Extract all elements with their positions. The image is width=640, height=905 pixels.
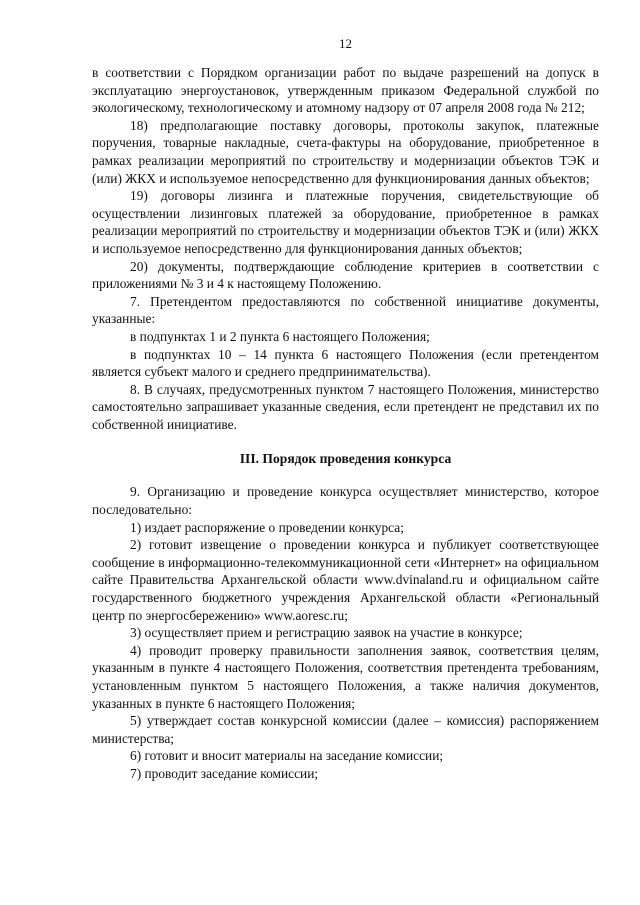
- paragraph-clause-9-item-6: 6) готовит и вносит материалы на заседание комиссии;: [130, 748, 444, 764]
- paragraph-continuation: в соответствии с Порядком организации работ по выдаче разрешений на допуск в эксплуатацию энергоустановок, утвержденным приказом Федеральной службой по экологическому, технологическому и атомному надзору от 07 апреля 2008 года № 212;: [92, 65, 599, 116]
- page-number: 12: [339, 36, 352, 51]
- paragraph-clause-7-sub-2: в подпунктах 10 – 14 пункта 6 настоящего Положения (если претендентом является субъект малого и среднего предпринимательства).: [92, 346, 599, 380]
- paragraph-clause-9-item-5: 5) утверждает состав конкурсной комиссии (далее – комиссия) распоряжением министерства;: [92, 713, 599, 746]
- paragraphs-before: [92, 64, 599, 433]
- paragraph-item-20: 20) документы, подтверждающие соблюдение критериев в соответствии с приложениями № 3 и 4 к настоящему Положению.: [92, 258, 599, 292]
- paragraph-item-18: 18) предполагающие поставку договоры, протоколы закупок, платежные поручения, товарные накладные, счета-фактуры на оборудование, приобретенное в рамках реализации мероприятий по строительству и модернизации объектов ТЭК и (или) ЖКХ и используемое непосредственно для функционирования данных объектов;: [92, 117, 599, 186]
- paragraph-clause-9: 9. Организацию и проведение конкурса осуществляет министерство, которое последовательно:: [92, 484, 599, 518]
- paragraph-clause-9-item-1: 1) издает распоряжение о проведении конкурса;: [130, 519, 404, 535]
- paragraph-clause-9-item-7: 7) проводит заседание комиссии;: [130, 765, 319, 781]
- paragraph-clause-7-sub-1: в подпунктах 1 и 2 пункта 6 настоящего Положения;: [130, 328, 430, 344]
- paragraph-item-19: 19) договоры лизинга и платежные поручения, свидетельствующие об осуществлении лизинговых платежей за оборудование, приобретенное в рамках реализации мероприятий по строительству и модернизации объектов ТЭК и (или) ЖКХ и используемое непосредственно для функционирования данных объектов;: [92, 188, 599, 256]
- paragraph-clause-9-item-4: 4) проводит проверку правильности заполнения заявок, соответствия целям, указанным в пункте 4 настоящего Положения, соответствия претендента требованиям, установленным пунктом 5 настоящего Положения, а также наличия документов, указанных в пункте 6 настоящего Положения;: [92, 642, 599, 711]
- paragraph-clause-8: 8. В случаях, предусмотренных пунктом 7 настоящего Положения, министерство самостоятельно запрашивает указанные сведения, если претендент не представил их по собственной инициативе.: [92, 381, 599, 432]
- paragraph-clause-9-item-3: 3) осуществляет прием и регистрацию заявок на участие в конкурсе;: [130, 625, 523, 641]
- paragraph-clause-9-item-2: 2) готовит извещение о проведении конкурса и публикует соответствующее сообщение в информационно-телекоммуникационной сети «Интернет» на официальном сайте Правительства Архангельской области www.dvinaland.ru и официальном сайте государственного бюджетного учреждения Архангельской области «Региональный центр по энергосбережению» www.aoresc.ru;: [92, 537, 599, 623]
- paragraph-clause-7: 7. Претендентом предоставляются по собственной инициативе документы, указанные:: [92, 293, 599, 327]
- section-heading: III. Порядок проведения конкурса: [239, 451, 452, 467]
- paragraphs-after: [92, 483, 599, 782]
